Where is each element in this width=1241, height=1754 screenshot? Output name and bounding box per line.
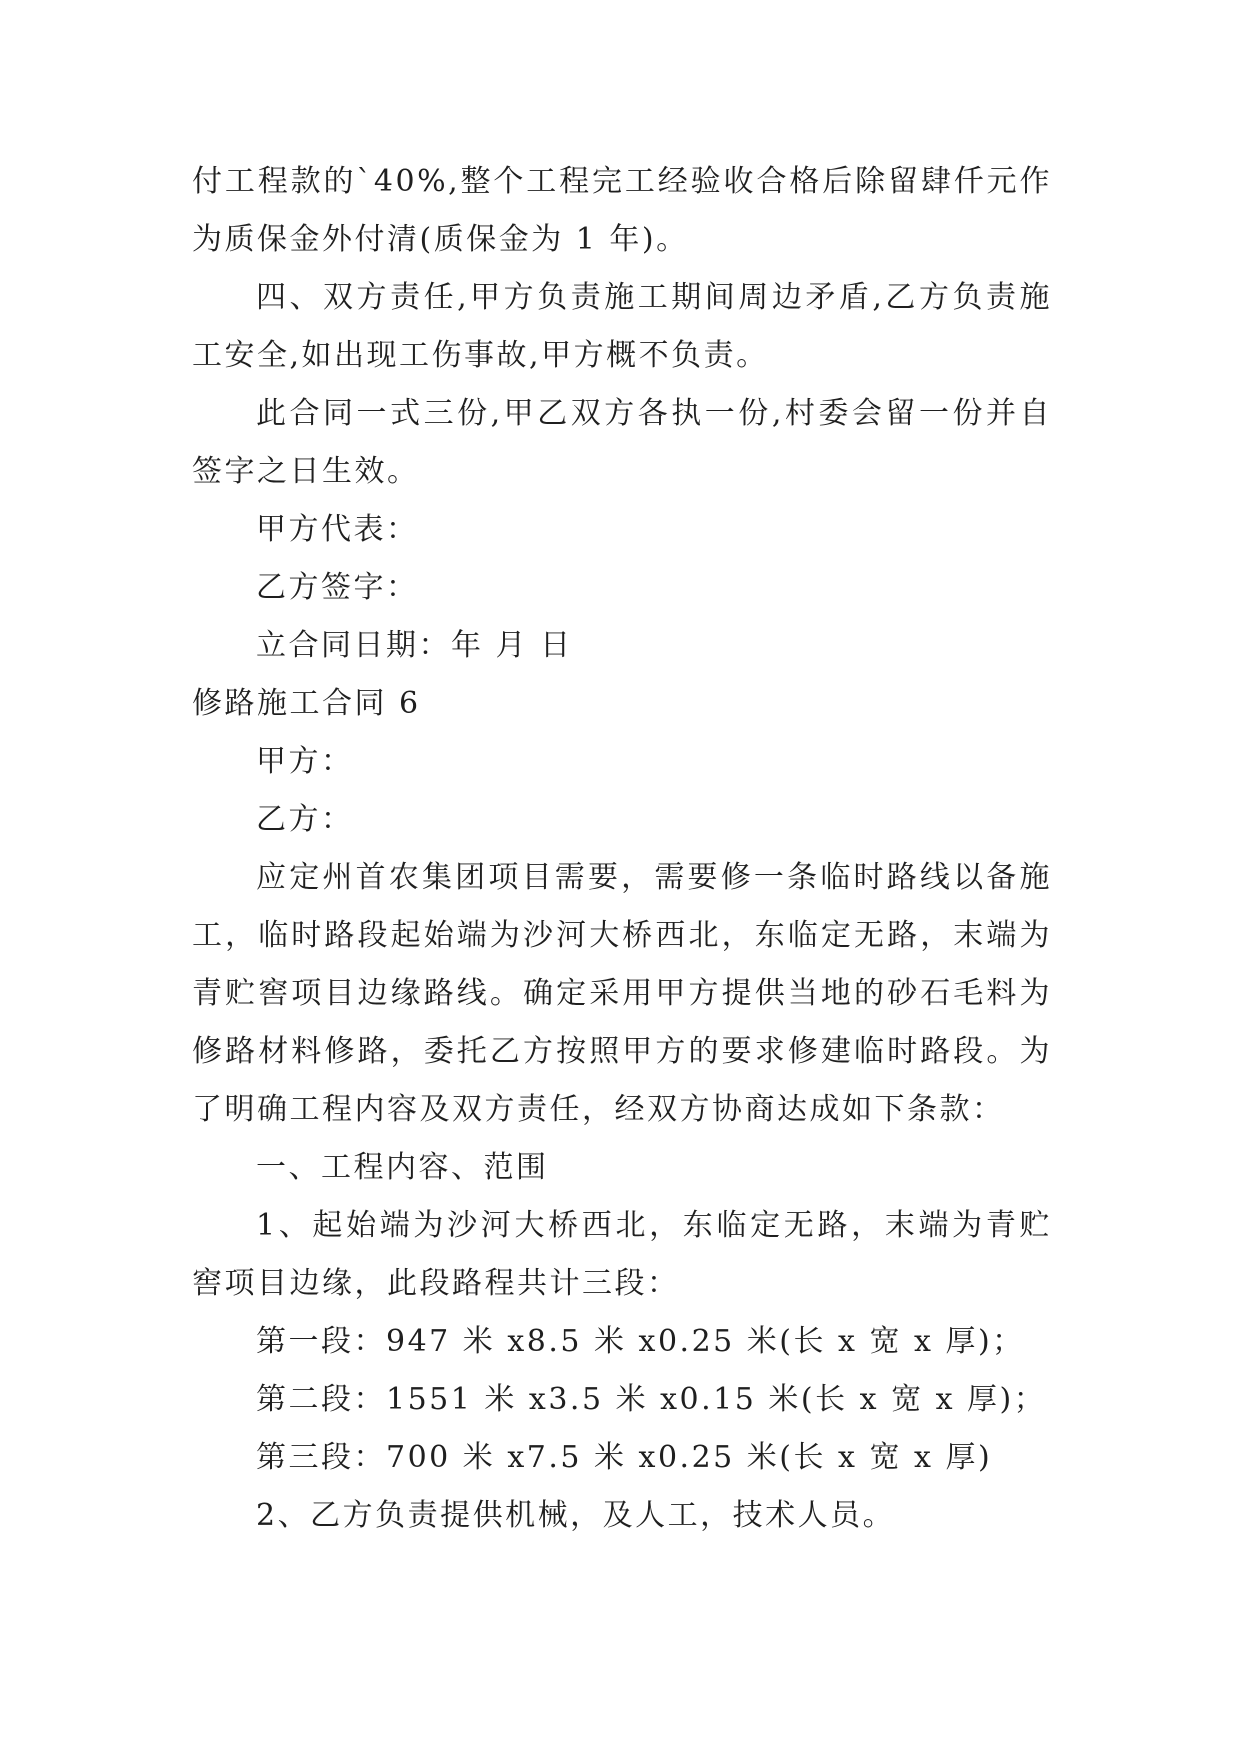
party-b-signature: 乙方签字：: [256, 570, 419, 605]
segment-1: 第一段：947 米 x8.5 米 x0.25 米(长 x 宽 x 厚)；: [256, 1324, 1025, 1359]
contract-date: 立合同日期：年 月 日: [256, 628, 573, 663]
document-body: [192, 153, 1052, 1545]
paragraph-intro: 应定州首农集团项目需要，需要修一条临时路线以备施工，临时路段起始端为沙河大桥西北，东临定无路，末端为青贮窖项目边缘路线。确定采用甲方提供当地的砂石毛料为修路材料修路，委托乙方按照甲方的要求修建临时路段。为了明确工程内容及双方责任，经双方协商达成如下条款：: [192, 860, 1052, 1127]
clause-heading-scope: 一、工程内容、范围: [256, 1150, 549, 1185]
segment-2: 第二段：1551 米 x3.5 米 x0.15 米(长 x 宽 x 厚)；: [256, 1382, 1047, 1417]
clause-2: 2、乙方负责提供机械，及人工，技术人员。: [256, 1498, 896, 1533]
party-a-representative: 甲方代表：: [256, 512, 419, 547]
paragraph-payment-terms: 付工程款的`40%,整个工程完工经验收合格后除留肆仟元作为质保金外付清(质保金为 1 年)。: [192, 164, 1052, 257]
party-b: 乙方：: [256, 802, 354, 837]
party-a: 甲方：: [256, 744, 354, 779]
section-title: 修路施工合同 6: [192, 686, 421, 721]
paragraph-responsibilities: 四、双方责任,甲方负责施工期间周边矛盾,乙方负责施工安全,如出现工伤事故,甲方概不负责。: [192, 280, 1052, 373]
segment-3: 第三段：700 米 x7.5 米 x0.25 米(长 x 宽 x 厚): [256, 1440, 993, 1475]
paragraph-copies: 此合同一式三份,甲乙双方各执一份,村委会留一份并自签字之日生效。: [192, 396, 1052, 489]
clause-1: 1、起始端为沙河大桥西北，东临定无路，末端为青贮窖项目边缘，此段路程共计三段：: [192, 1208, 1052, 1301]
